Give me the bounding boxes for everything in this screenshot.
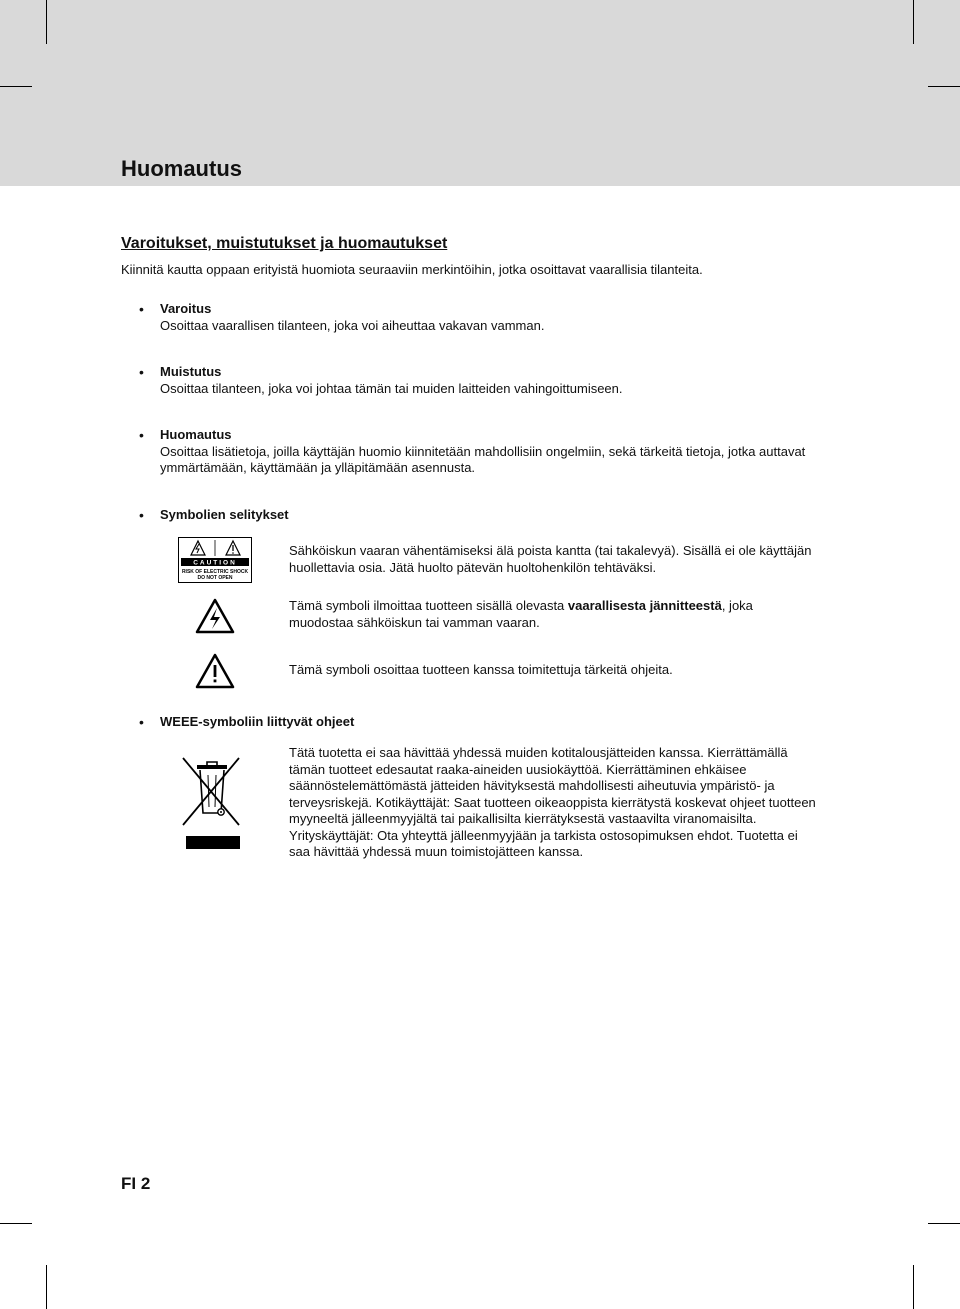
item-title-warning: Varoitus (160, 301, 212, 316)
weee-title: WEEE-symboliin liittyvät ohjeet (160, 714, 355, 729)
bullet: • (139, 301, 144, 317)
caution-label-text-line1: Sähköiskun vaaran vähentämiseksi älä poista kantta (tai takalevyä). Sisällä ei ole käyttäjän (289, 543, 812, 558)
caution-label-word: CAUTION (193, 559, 237, 567)
item-desc-note-line1: Osoittaa lisätietoja, joilla käyttäjän huomio kiinnitetään mahdollisiin ongelmiin, sekä tärkeitä tietoja, jotka auttavat (160, 444, 806, 459)
caution-label-text-line2: huollettavia osia. Jätä huolto pätevän huoltohenkilön tehtäväksi. (289, 560, 657, 575)
page-title: Huomautus (121, 156, 242, 181)
item-desc-note-line2: ymmärtämään, käyttämään ja ylläpitämään asennusta. (160, 460, 476, 475)
page-number: FI 2 (121, 1174, 151, 1193)
voltage-text-line2: muodostaa sähköiskun tai vamman vaaran. (289, 615, 540, 630)
weee-text-line: Tätä tuotetta ei saa hävittää yhdessä muiden kotitalousjätteiden kanssa. Kierrättämällä (289, 745, 788, 760)
bullet: • (139, 714, 144, 730)
crop-mark-top-left-vertical (46, 0, 47, 44)
weee-text-line: myyneeltä jälleenmyyjältä tai paikallisilta kierrätyksestä vastaavilta viranomaisilta. (289, 811, 757, 826)
weee-crossed-bin-icon (180, 755, 244, 851)
exclamation-warning-icon (195, 653, 235, 689)
crop-mark-top-right-vertical (913, 0, 914, 44)
crop-mark-bottom-right-horizontal (928, 1223, 960, 1224)
bullet: • (139, 507, 144, 523)
crop-mark-bottom-left-vertical (46, 1265, 47, 1309)
crop-mark-top-left-horizontal (0, 86, 32, 87)
weee-text-line: säännöstelemättömästä jätteiden hävityksestä mahdollisesti aiheutuvia ympäristö- ja (289, 778, 775, 793)
weee-text-line: terveysriskejä. Kotikäyttäjät: Saat tuotteen oikeaoppista kierrätystä koskevat ohjeet tuotteen (289, 795, 816, 810)
voltage-text-bold: vaarallisesta jännitteestä (567, 598, 722, 613)
voltage-text-after: , joka (721, 598, 753, 613)
caution-label-line2: DO NOT OPEN (197, 575, 233, 581)
bullet: • (139, 364, 144, 380)
crop-mark-bottom-right-vertical (913, 1265, 914, 1309)
voltage-text-line1 (289, 598, 869, 615)
item-title-caution: Muistutus (160, 364, 222, 379)
item-desc-warning: Osoittaa vaarallisen tilanteen, joka voi aiheuttaa vakavan vamman. (160, 318, 545, 333)
voltage-text-before: Tämä symboli ilmoittaa tuotteen sisällä olevasta (289, 598, 568, 613)
bullet: • (139, 427, 144, 443)
caution-label-line1: RISK OF ELECTRIC SHOCK (181, 569, 249, 575)
item-desc-caution: Osoittaa tilanteen, joka voi johtaa tämän tai muiden laitteiden vahingoittumiseen. (160, 381, 623, 396)
crop-mark-top-right-horizontal (928, 86, 960, 87)
section-title: Varoitukset, muistutukset ja huomautukset (121, 235, 448, 252)
weee-text-line: tämän tuotteet edesautat raaka-aineiden uusiokäyttöä. Kierrättäminen ehkäisee (289, 762, 747, 777)
crop-mark-bottom-left-horizontal (0, 1223, 32, 1224)
weee-text-line: Yrityskäyttäjät: Ota yhteyttä jälleenmyyjään ja tarkista ostosopimuksen ehdot. Tuotetta ei (289, 828, 798, 843)
lightning-warning-icon (195, 598, 235, 634)
section-intro: Kiinnitä kautta oppaan erityistä huomiota seuraaviin merkintöihin, jotka osoittavat vaarallisia tilanteita. (121, 262, 703, 277)
symbols-title: Symbolien selitykset (160, 507, 289, 522)
caution-label-icon (178, 537, 252, 583)
weee-text-line: saa hävittää yhdessä muun toimistojätteen kanssa. (289, 844, 584, 859)
item-title-note: Huomautus (160, 427, 232, 442)
exclamation-text: Tämä symboli osoittaa tuotteen kanssa toimitettuja tärkeitä ohjeita. (289, 662, 673, 677)
